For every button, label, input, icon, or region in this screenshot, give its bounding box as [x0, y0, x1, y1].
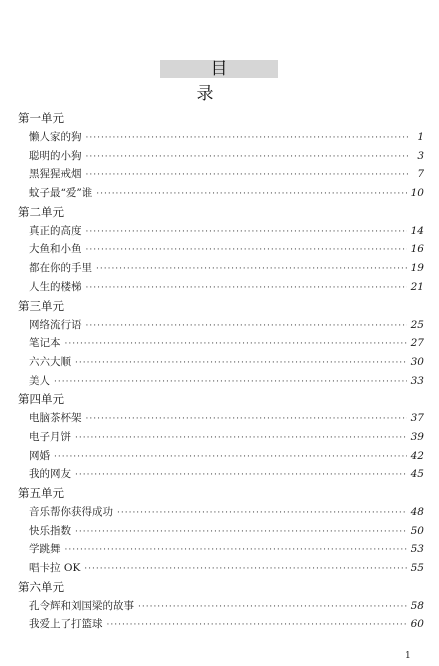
unit-heading: 第六单元 [18, 579, 64, 594]
toc-entry[interactable] [18, 597, 424, 616]
dot-leader [86, 148, 409, 167]
entry-page-number: 1 [417, 131, 424, 143]
entry-page-number: 37 [410, 412, 424, 425]
table-of-contents [18, 109, 424, 634]
dot-leader [86, 166, 409, 185]
entry-title: 美人 [29, 374, 50, 387]
toc-entry[interactable] [18, 165, 424, 184]
dot-leader [84, 560, 406, 579]
toc-entry[interactable] [18, 259, 424, 278]
toc-entry[interactable] [18, 503, 424, 522]
entry-title: 快乐指数 [29, 524, 71, 537]
unit-heading: 第四单元 [18, 392, 64, 407]
dot-leader [54, 448, 407, 467]
entry-title: 笔记本 [29, 337, 61, 350]
entry-page-number: 39 [410, 430, 424, 443]
dot-leader [138, 598, 407, 617]
toc-entry[interactable] [18, 447, 424, 466]
toc-entry[interactable] [18, 615, 424, 634]
toc-entry[interactable] [18, 540, 424, 559]
dot-leader [86, 279, 407, 298]
dot-leader [75, 429, 407, 448]
toc-entry[interactable] [18, 334, 424, 353]
entry-page-number: 58 [410, 599, 424, 612]
dot-leader [86, 223, 407, 242]
dot-leader [65, 541, 407, 560]
toc-entry[interactable] [18, 522, 424, 541]
unit-heading: 第五单元 [18, 486, 64, 500]
unit-heading: 第二单元 [18, 204, 64, 219]
toc-entry[interactable] [18, 428, 424, 447]
dot-leader [96, 185, 406, 204]
dot-leader [86, 410, 407, 429]
entry-page-number: 45 [410, 468, 424, 481]
entry-page-number: 21 [410, 280, 424, 293]
dot-leader [86, 317, 407, 336]
unit-heading: 第三单元 [18, 298, 64, 313]
entry-title: 蚊子最“爱”谁 [29, 187, 93, 200]
entry-page-number: 33 [410, 374, 424, 387]
entry-title: 网婚 [29, 449, 50, 462]
entry-title: 黑猩猩戒烟 [29, 168, 82, 181]
toc-entry[interactable] [18, 184, 424, 203]
dot-leader [75, 523, 407, 542]
entry-page-number: 48 [410, 506, 424, 518]
dot-leader [54, 373, 407, 392]
entry-title: 音乐帮你获得成功 [29, 506, 113, 518]
toc-entry[interactable] [18, 278, 424, 297]
toc-entry[interactable] [18, 409, 424, 428]
entry-page-number: 27 [410, 337, 424, 350]
dot-leader [117, 504, 407, 523]
dot-leader [75, 466, 407, 485]
entry-page-number: 60 [410, 618, 424, 631]
entry-page-number: 50 [410, 524, 424, 537]
toc-entry[interactable] [18, 353, 424, 372]
dot-leader [65, 335, 407, 354]
toc-entry[interactable] [18, 240, 424, 259]
entry-page-number: 25 [410, 318, 424, 331]
page-title: 目 录 [196, 59, 256, 104]
toc-entry[interactable] [18, 372, 424, 391]
entry-page-number: 42 [410, 449, 424, 462]
entry-title: 我爱上了打篮球 [29, 618, 103, 631]
entry-title: 唱卡拉 OK [29, 562, 81, 575]
page-number: 1 [405, 651, 411, 661]
entry-title: 电脑茶杯架 [29, 412, 82, 425]
entry-title: 学跳舞 [29, 543, 61, 556]
dot-leader [107, 616, 407, 635]
entry-title: 电子月饼 [29, 430, 71, 443]
entry-page-number: 55 [410, 562, 424, 575]
entry-title: 我的网友 [29, 468, 71, 481]
entry-title: 孔令辉和刘国梁的故事 [29, 599, 134, 612]
entry-title: 六六大顺 [29, 355, 71, 368]
unit-heading: 第一单元 [18, 111, 64, 125]
entry-page-number: 3 [417, 149, 424, 162]
entry-title: 大鱼和小鱼 [29, 243, 82, 256]
dot-leader [86, 241, 407, 260]
dot-leader [96, 260, 407, 279]
toc-entry[interactable] [18, 222, 424, 241]
entry-page-number: 7 [417, 168, 424, 181]
toc-entry[interactable] [18, 465, 424, 484]
entry-page-number: 10 [410, 187, 424, 200]
entry-page-number: 30 [410, 355, 424, 368]
toc-entry[interactable] [18, 559, 424, 578]
toc-entry[interactable] [18, 316, 424, 335]
dot-leader [86, 129, 409, 148]
entry-title: 懒人家的狗 [29, 131, 82, 143]
entry-page-number: 53 [410, 543, 424, 556]
toc-entry[interactable] [18, 128, 424, 147]
entry-page-number: 19 [410, 262, 424, 275]
entry-title: 聪明的小狗 [29, 149, 82, 162]
entry-title: 网络流行语 [29, 318, 82, 331]
entry-page-number: 16 [410, 243, 424, 256]
dot-leader [75, 354, 407, 373]
entry-title: 人生的楼梯 [29, 280, 82, 293]
entry-title: 都在你的手里 [29, 262, 92, 275]
entry-title: 真正的高度 [29, 224, 82, 237]
entry-page-number: 14 [410, 224, 424, 237]
toc-entry[interactable] [18, 147, 424, 166]
